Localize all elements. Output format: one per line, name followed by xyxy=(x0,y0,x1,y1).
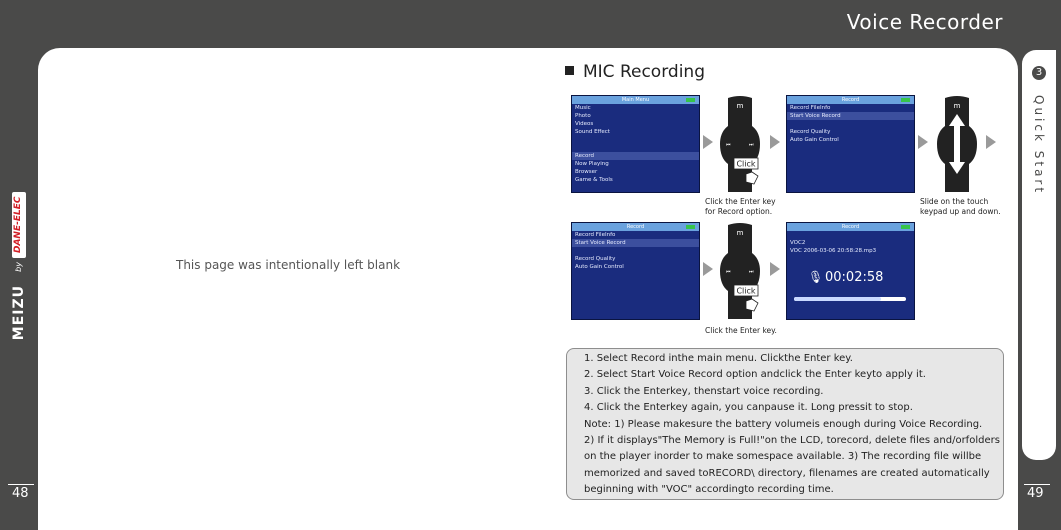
menu-gap xyxy=(572,144,699,152)
menu-item: Videos xyxy=(575,121,594,127)
prev-icon: ⏮ xyxy=(726,269,731,275)
menu-item: Auto Gain Control xyxy=(790,137,839,143)
remote-click-2 xyxy=(718,223,762,321)
remote-slide xyxy=(935,96,979,194)
remote-click-1 xyxy=(718,96,762,194)
battery-icon xyxy=(901,98,910,102)
blank-page-note: This page was intentionally left blank xyxy=(176,258,401,272)
instruction-line: beginning with "VOC" accordingto recording time. xyxy=(584,484,834,495)
recording-file: VOC2 xyxy=(790,240,806,246)
dane-elec-logo: DANE-ELEC xyxy=(13,196,23,254)
page-number-left: 48 xyxy=(12,486,29,501)
instruction-line: Note: 1) Please makesure the battery volumeis enough during Voice Recording. xyxy=(584,419,983,430)
instruction-line: 3. Click the Enterkey, thenstart voice recording. xyxy=(584,386,824,397)
recording-time: 00:02:58 xyxy=(825,270,884,285)
next-icon: ⏭ xyxy=(749,142,754,148)
caption-line: Slide on the touch xyxy=(920,197,989,206)
prev-icon: ⏮ xyxy=(726,142,731,148)
screen-title: Record xyxy=(626,224,645,230)
menu-item: Photo xyxy=(575,113,591,119)
section-title-text: MIC Recording xyxy=(583,62,705,82)
arrow-right-icon xyxy=(703,135,713,149)
screen-status-bar xyxy=(787,223,914,231)
click-label: Click xyxy=(736,286,756,296)
screen-record-menu-2 xyxy=(571,222,700,320)
menu-item: Record Quality xyxy=(575,256,616,262)
screen-status-bar xyxy=(572,96,699,104)
hand-pointer-icon xyxy=(746,299,758,311)
instruction-line: 2) If it displays"The Memory is Full!"on the LCD, torecord, delete files and/orfolders xyxy=(584,435,1000,446)
menu-item-selected: Record xyxy=(572,152,699,160)
remote-logo: m xyxy=(736,102,744,110)
recording-progress-bar xyxy=(794,297,906,301)
remote-logo: m xyxy=(953,102,961,110)
screen-main-menu xyxy=(571,95,700,193)
caption-line: keypad up and down. xyxy=(920,207,1001,216)
menu-item: Record Quality xyxy=(790,129,831,135)
brand-by-text: by xyxy=(14,262,23,272)
screen-status-bar xyxy=(572,223,699,231)
menu-item: Game & Tools xyxy=(575,177,613,183)
square-bullet-icon xyxy=(565,66,574,75)
section-number-badge: 3 xyxy=(1032,66,1046,80)
arrow-right-icon xyxy=(770,262,780,276)
page-number-rule-right xyxy=(1024,484,1050,485)
caption-step3 xyxy=(705,326,777,336)
arrow-right-icon xyxy=(918,135,928,149)
screen-record-menu xyxy=(786,95,915,193)
arrow-right-icon xyxy=(986,135,996,149)
recording-filename: VOC 2006-03-06 20:58:28.mp3 xyxy=(790,248,877,254)
screen-title: Main Menu xyxy=(621,97,650,103)
menu-item: Browser xyxy=(575,169,598,175)
section-tab-label: Quick Start xyxy=(1032,95,1046,196)
hand-pointer-icon xyxy=(746,172,758,184)
instruction-line: memorized and saved toRECORD\ directory, filenames are created automatically xyxy=(584,468,990,479)
page-number-rule-left xyxy=(8,484,34,485)
caption-line: Click the Enter key. xyxy=(705,326,777,335)
meizu-logo: MEIZU xyxy=(11,285,27,341)
arrow-right-icon xyxy=(770,135,780,149)
caption-line: for Record option. xyxy=(705,207,773,216)
next-icon: ⏭ xyxy=(749,269,754,275)
menu-item: Sound Effect xyxy=(575,129,610,135)
battery-icon xyxy=(686,225,695,229)
caption-line: Click the Enter key xyxy=(705,197,776,206)
instruction-line: 2. Select Start Voice Record option andclick the Enter keyto apply it. xyxy=(584,369,926,380)
menu-gap xyxy=(572,247,699,255)
menu-gap xyxy=(572,136,699,144)
screen-title: Record xyxy=(841,224,860,230)
section-title xyxy=(565,62,705,82)
page-number-right: 49 xyxy=(1027,486,1044,501)
battery-icon xyxy=(901,225,910,229)
microphone-icon: 🎙 xyxy=(808,270,824,284)
instruction-line: 1. Select Record inthe main menu. Clickthe Enter key. xyxy=(584,353,853,364)
screen-status-bar xyxy=(787,96,914,104)
click-label: Click xyxy=(736,159,756,169)
menu-item: Now Playing xyxy=(575,161,609,167)
menu-item: Music xyxy=(575,105,591,111)
menu-item: Record FileInfo xyxy=(575,232,616,238)
caption-step1 xyxy=(705,197,776,217)
menu-item: Auto Gain Control xyxy=(575,264,624,270)
caption-step2 xyxy=(920,197,1001,217)
battery-icon xyxy=(686,98,695,102)
screen-title: Record xyxy=(841,97,860,103)
remote-logo: m xyxy=(736,229,744,237)
instruction-line: on the player inorder to make somespace available. 3) The recording file willbe xyxy=(584,451,982,462)
page-header-title: Voice Recorder xyxy=(846,10,1003,34)
menu-gap xyxy=(787,120,914,128)
menu-item: Record FileInfo xyxy=(790,105,831,111)
arrow-right-icon xyxy=(703,262,713,276)
menu-item-selected: Start Voice Record xyxy=(572,239,699,247)
menu-item-selected: Start Voice Record xyxy=(787,112,914,120)
recording-progress-fill xyxy=(794,297,881,301)
instruction-line: 4. Click the Enterkey again, you canpause it. Long pressit to stop. xyxy=(584,402,913,413)
